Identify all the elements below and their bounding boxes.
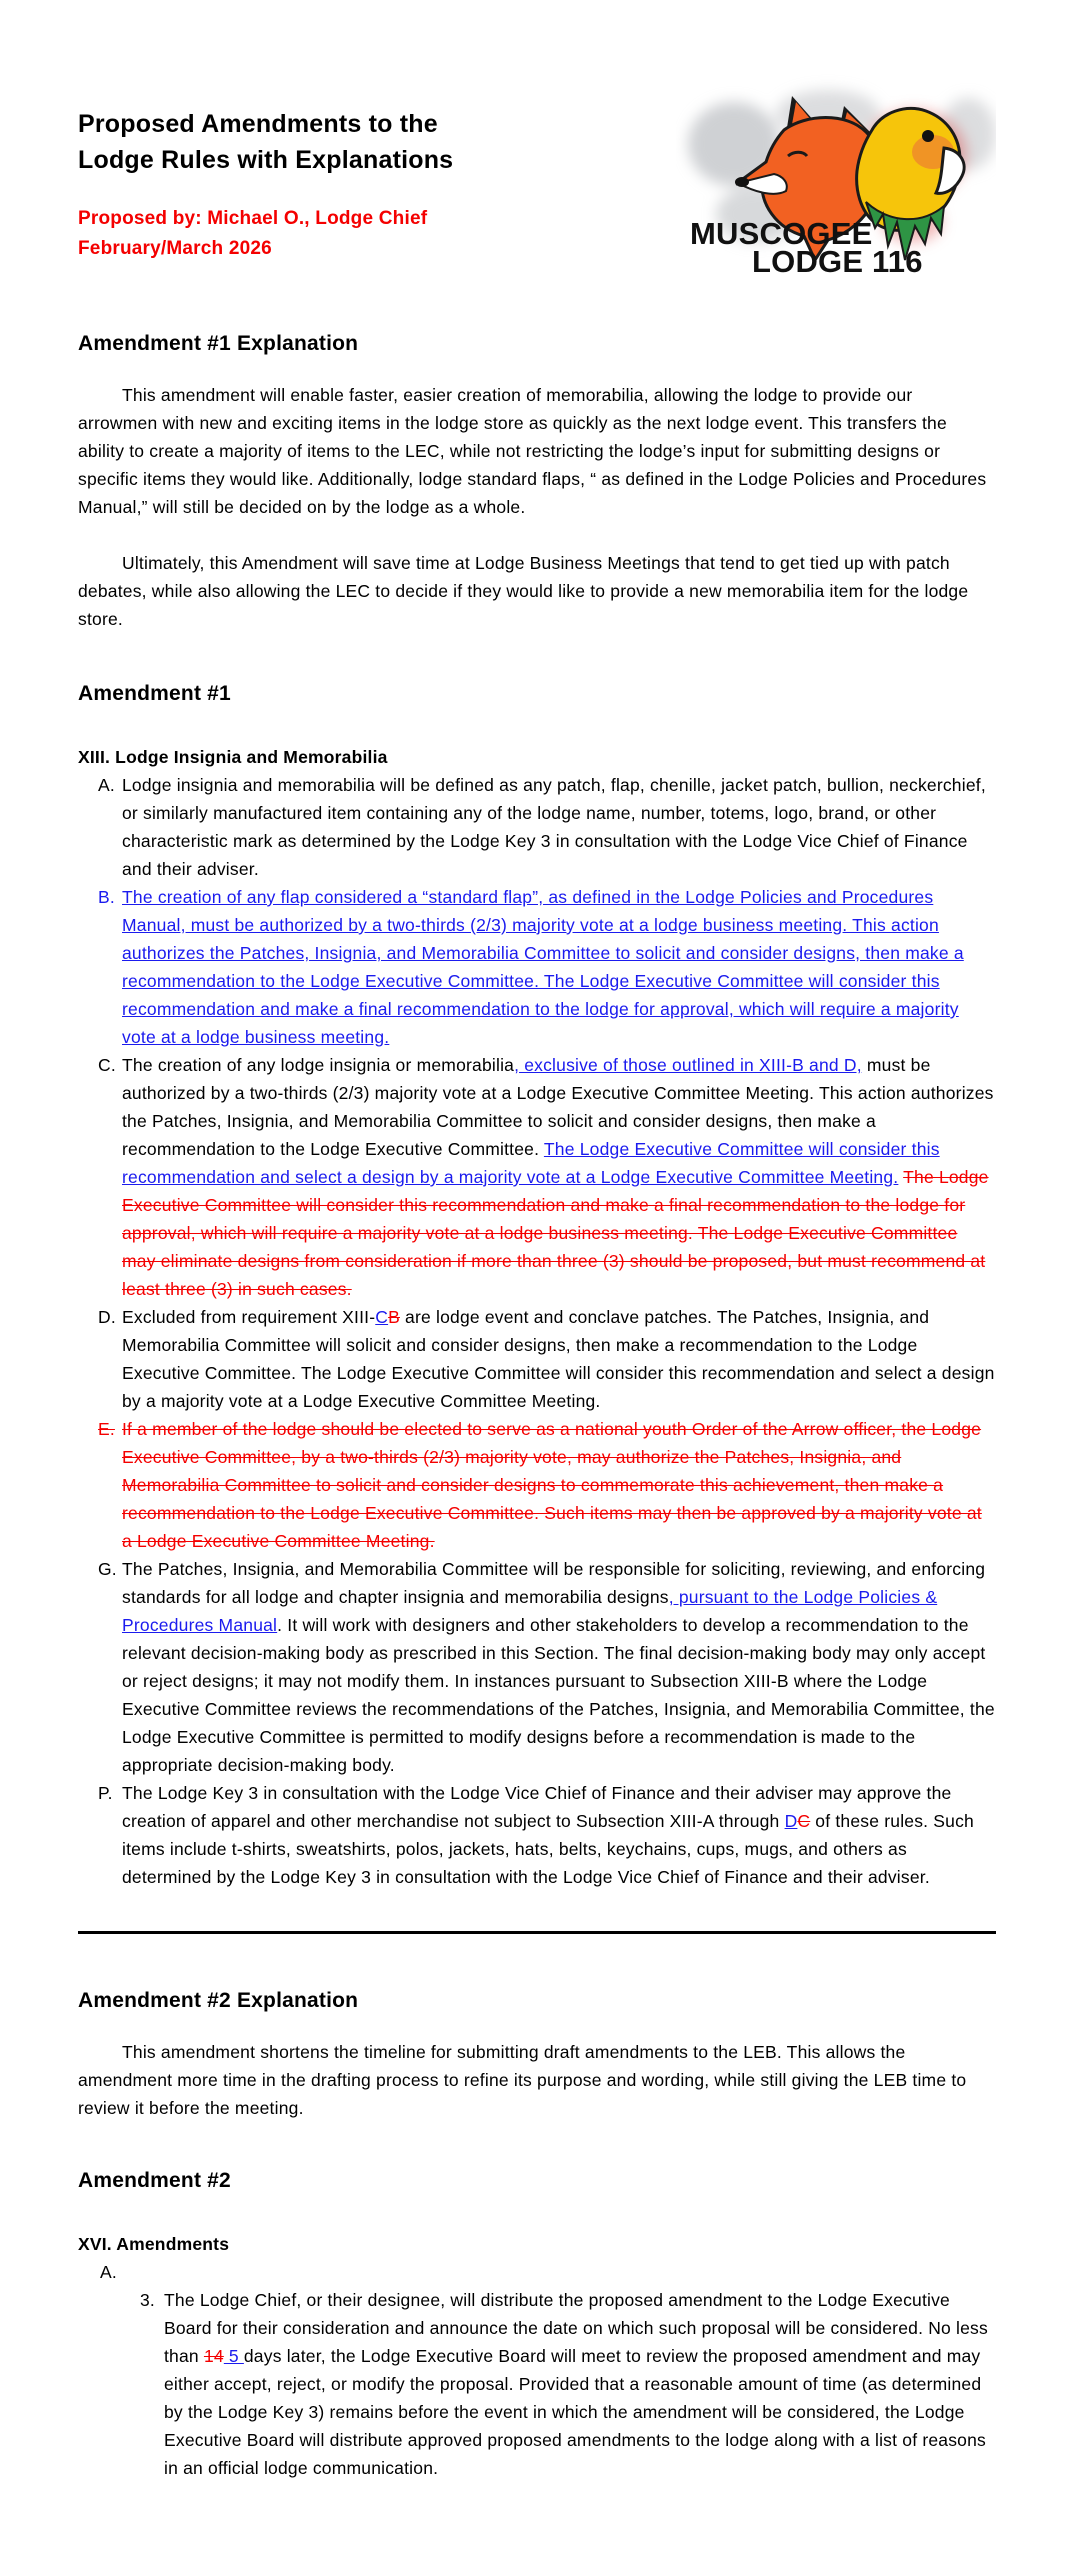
list-item-text <box>122 1055 994 1299</box>
amendment2-heading: Amendment #2 <box>78 2169 231 2192</box>
proposed-by-line: Proposed by: Michael O., Lodge Chief <box>78 208 428 229</box>
amendment1-list-item <box>78 1779 996 1891</box>
paragraph: This amendment shortens the timeline for submitting draft amendments to the LEB. This allows the amendment more time in the drafting process to refine its purpose and wording, while still giving the LEB time to review it before the meeting. <box>78 2042 967 2118</box>
amendment1-list-item <box>78 771 996 883</box>
text-segment-normal: must be authorized by a two-thirds (2/3) majority vote at a Lodge Executive Committee Meeting. This action authorizes the Patches, Insignia, and Memorabilia Committee to solicit and consider designs, then make a recommendation to the Lodge Executive Committee. <box>122 1055 994 1159</box>
text-segment-normal: are lodge event and conclave patches. The Patches, Insignia, and Memorabilia Committee will solicit and consider designs, then make a recommendation to the Lodge Executive Committee. The Lodge Executive Committee will consider this recommendation and select a design by a majority vote at a Lodge Executive Committee Meeting. <box>122 1307 995 1411</box>
amendment2-explanation-heading: Amendment #2 Explanation <box>78 1989 359 2012</box>
text-segment-normal: The Lodge Key 3 in consultation with the Lodge Vice Chief of Finance and their adviser may approve the creation of apparel and other merchandise not subject to Subsection XIII-A through <box>122 1783 952 1831</box>
text-segment-del: 14 <box>203 2346 224 2366</box>
amendment1-list-item <box>78 1555 996 1779</box>
text-segment-del: B <box>388 1307 400 1327</box>
text-segment-normal: . It will work with designers and other stakeholders to develop a recommendation to the relevant decision-making body as prescribed in this Section. The final decision-making body may only accept or reject designs; it may not modify them. In instances pursuant to Subsection XIII-B where the Lodge Executive Committee reviews the recommendations of the Patches, Insignia, and Memorabilia Committee, the Lodge Executive Committee is permitted to modify designs before a recommendation is made to the appropriate decision-making body. <box>122 1615 995 1775</box>
list-item-text <box>122 1307 995 1411</box>
document-header <box>78 70 996 277</box>
amendment1-list-item <box>78 1303 996 1415</box>
text-segment-normal: The creation of any lodge insignia or memorabilia <box>122 1055 515 1075</box>
text-segment-ins: 5 <box>223 2346 244 2366</box>
amendment1-explanation-heading: Amendment #1 Explanation <box>78 332 359 355</box>
article-xiii-heading: XIII. Lodge Insignia and Memorabilia <box>78 747 388 767</box>
amendment2-explanation-paragraphs <box>78 2038 996 2122</box>
proposed-date-line: February/March 2026 <box>78 238 272 259</box>
text-segment-normal: Lodge insignia and memorabilia will be defined as any patch, flap, chenille, jacket patch, bullion, neckerchief, or similarly manufactured item containing any of the lodge name, number, totems, logo, brand, or other characteristic mark as determined by the Lodge Key 3 in consultation with the Lodge Vice Chief of Finance and their adviser. <box>122 775 986 879</box>
text-segment-normal: The Patches, Insignia, and Memorabilia Committee will be responsible for soliciting, reviewing, and enforcing standards for all lodge and chapter insignia and memorabilia designs <box>122 1559 986 1607</box>
list-item-letter: E. <box>98 1419 115 1439</box>
list-item-text <box>122 1783 974 1887</box>
logo-text-line1: MUSCOGEE <box>690 216 873 251</box>
amendment1-explanation-paragraphs <box>78 381 996 633</box>
list-item-letter: G. <box>98 1559 117 1579</box>
item-number: 3. <box>140 2290 155 2310</box>
text-segment-ins: D <box>784 1811 798 1831</box>
document-title-line2: Lodge Rules with Explanations <box>78 146 454 174</box>
parrot-head-icon <box>857 108 964 260</box>
list-item-text <box>122 1419 982 1551</box>
list-item-text <box>122 775 986 879</box>
amendment2-sub-item-letter: A. <box>100 2262 117 2282</box>
logo-text-line2: LODGE 116 <box>752 244 923 277</box>
paragraph: This amendment will enable faster, easier creation of memorabilia, allowing the lodge to provide our arrowmen with new and exciting items in the lodge store as quickly as the next lodge event. This transfers the ability to create a majority of items to the LEC, while not restricting the lodge’s input for submitting designs or specific items they would like. Additionally, lodge standard flaps, “ as defined in the Lodge Policies and Procedures Manual,” will still be decided on by the lodge as a whole. <box>78 385 987 517</box>
item-text <box>164 2290 988 2478</box>
document-title <box>78 106 453 178</box>
amendment1-list-item <box>78 1415 996 1555</box>
text-segment-del: If a member of the lodge should be elected to serve as a national youth Order of the Arrow officer, the Lodge Executive Committee, by a two-thirds (2/3) majority vote, may authorize the Patches, Insignia, and Memorabilia Committee to solicit and consider designs to commemorate this achievement, then make a recommendation to the Lodge Executive Committee. Such items may then be approved by a majority vote at a Lodge Executive Committee Meeting. <box>122 1419 982 1551</box>
section-divider <box>78 1931 996 1934</box>
proposed-by-block <box>78 204 453 264</box>
document-title-line1: Proposed Amendments to the <box>78 110 438 138</box>
amendment1-item-list <box>78 771 996 1891</box>
list-item-letter: D. <box>98 1307 116 1327</box>
text-segment-normal: Excluded from requirement XIII- <box>122 1307 376 1327</box>
article-xvi-heading: XVI. Amendments <box>78 2234 230 2254</box>
amendment2-item-3 <box>78 2286 996 2482</box>
text-segment-ins: The Lodge Executive Committee will consider this recommendation and select a design by a majority vote at a Lodge Executive Committee Meeting. <box>122 1139 940 1187</box>
text-segment-normal: days later, the Lodge Executive Board will meet to review the proposed amendment and may either accept, reject, or modify the proposal. Provided that a reasonable amount of time (as determined by the Lodge Key 3) remains before the event in which the amendment will be considered, the Lodge Executive Board will distribute approved proposed amendments to the lodge along with a list of reasons in an official lodge communication. <box>164 2346 986 2478</box>
title-block <box>78 70 453 264</box>
text-segment-ins: , exclusive of those outlined in XIII-B and D, <box>514 1055 862 1075</box>
amendment1-heading: Amendment #1 <box>78 682 231 705</box>
text-segment-normal: of these rules. Such items include t-shirts, sweatshirts, polos, jackets, hats, belts, keychains, cups, mugs, and others as determined by the Lodge Key 3 in consultation with the Lodge Vice Chief of Finance and their adviser. <box>122 1811 974 1887</box>
paragraph: Ultimately, this Amendment will save time at Lodge Business Meetings that tend to get tied up with patch debates, while also allowing the LEC to decide if they would like to provide a new memorabilia item for the lodge store. <box>78 553 969 629</box>
text-segment-ins: The creation of any flap considered a “standard flap”, as defined in the Lodge Policies and Procedures Manual, must be authorized by a two-thirds (2/3) majority vote at a lodge business meeting. This action authorizes the Patches, Insignia, and Memorabilia Committee to solicit and consider designs, then make a recommendation to the Lodge Executive Committee. The Lodge Executive Committee will consider this recommendation and make a final recommendation to the lodge for approval, which will require a majority vote at a lodge business meeting. <box>122 887 964 1047</box>
list-item-letter: B. <box>98 887 115 907</box>
text-segment-ins: , pursuant to the Lodge Policies & Procedures Manual <box>122 1587 938 1635</box>
text-segment-del: The Lodge Executive Committee will consider this recommendation and make a final recommendation to the lodge for approval, which will require a majority vote at a lodge business meeting. The Lodge Executive Committee may eliminate designs from consideration if more than three (3) should be proposed, but must recommend at least three (3) in such cases. <box>122 1167 989 1299</box>
amendment1-list-item <box>78 883 996 1051</box>
amendment1-list-item <box>78 1051 996 1303</box>
text-segment-del: C <box>797 1811 811 1831</box>
lodge-logo-image <box>676 72 996 277</box>
text-segment-normal: The Lodge Chief, or their designee, will distribute the proposed amendment to the Lodge Executive Board for their consideration and announce the date on which such proposal will be considered. No less than <box>164 2290 988 2366</box>
list-item-letter: A. <box>98 775 115 795</box>
list-item-text <box>122 887 964 1047</box>
text-segment-ins: C <box>375 1307 389 1327</box>
list-item-letter: C. <box>98 1055 116 1075</box>
list-item-text <box>122 1559 995 1775</box>
muscogee-lodge-116-logo <box>676 72 996 277</box>
list-item-letter: P. <box>98 1783 113 1803</box>
